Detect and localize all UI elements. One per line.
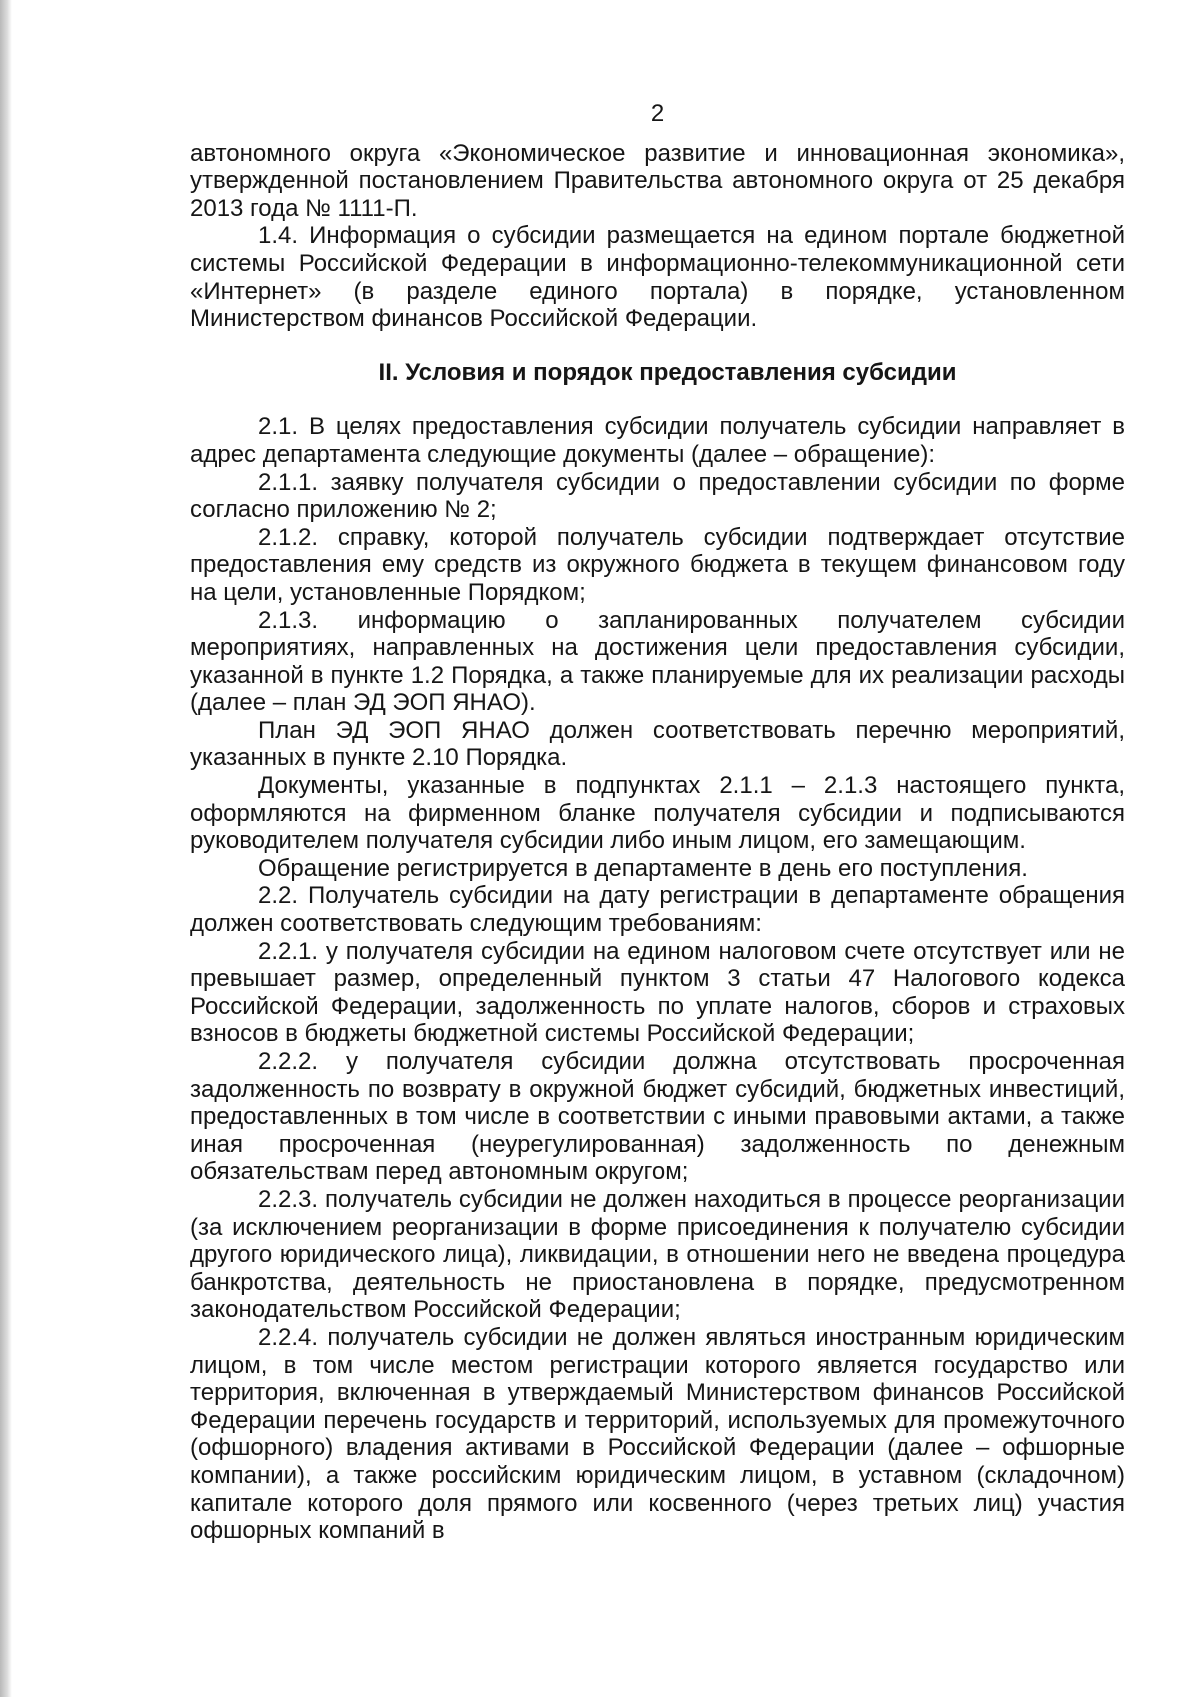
paragraph: 2.1.3. информацию о запланированных получателем субсидии мероприятиях, направленных на достижения цели предоставления субсидии, указанной в пункте 1.2 Порядка, а также планируемые для их реализации расходы (далее – план ЭД ЭОП ЯНАО). — [190, 606, 1125, 717]
paragraph: 2.2. Получатель субсидии на дату регистрации в департаменте обращения должен соответствовать следующим требованиям: — [190, 882, 1125, 938]
paragraph: 2.1.2. справку, которой получатель субсидии подтверждает отсутствие предоставления ему средств из окружного бюджета в текущем финансовом году на цели, установленные Порядком; — [190, 523, 1125, 606]
page-number: 2 — [650, 100, 665, 127]
paragraph: 2.1.1. заявку получателя субсидии о предоставлении субсидии по форме согласно приложению № 2; — [190, 468, 1125, 524]
paragraph: 1.4. Информация о субсидии размещается на едином портале бюджетной системы Российской Федерации в информационно-телекоммуникационной сети «Интернет» (в разделе единого портала) в порядке, установленном Министерством финансов Российской Федерации. — [190, 222, 1125, 333]
section-heading: II. Условия и порядок предоставления субсидии — [378, 358, 957, 386]
paragraph: автономного округа «Экономическое развитие и инновационная экономика», утвержденной постановлением Правительства автономного округа от 25 декабря 2013 года № 1111-П. — [190, 139, 1125, 222]
paragraph: План ЭД ЭОП ЯНАО должен соответствовать перечню мероприятий, указанных в пункте 2.10 Порядка. — [190, 716, 1125, 772]
paragraph: 2.2.4. получатель субсидии не должен являться иностранным юридическим лицом, в том числе местом регистрации которого является государство или территория, включенная в утверждаемый Министерством финансов Российской Федерации перечень государств и территорий, используемых для промежуточного (офшорного) владения активами в Российской Федерации (далее – офшорные компании), а также российским юридическим лицом, в уставном (складочном) капитале которого доля прямого или косвенного (через третьих лиц) участия офшорных компаний в — [190, 1323, 1125, 1545]
section-body — [190, 413, 1125, 1544]
scan-edge-shadow — [0, 0, 12, 1697]
paragraph: 2.1. В целях предоставления субсидии получатель субсидии направляет в адрес департамента следующие документы (далее – обращение): — [190, 413, 1125, 468]
paragraph: Обращение регистрируется в департаменте в день его поступления. — [258, 854, 1028, 882]
document-page — [190, 100, 1125, 1545]
paragraph: 2.2.2. у получателя субсидии должна отсутствовать просроченная задолженность по возврату в окружной бюджет субсидий, бюджетных инвестиций, предоставленных в том числе в соответствии с иными правовыми актами, а также иная просроченная (неурегулированная) задолженность по денежным обязательствам перед автономным округом; — [190, 1048, 1125, 1186]
paragraph: Документы, указанные в подпунктах 2.1.1 – 2.1.3 настоящего пункта, оформляются на фирменном бланке получателя субсидии и подписываются руководителем получателя субсидии либо иным лицом, его замещающим. — [190, 772, 1125, 855]
section-continuation — [190, 140, 1125, 333]
paragraph: 2.2.1. у получателя субсидии на едином налоговом счете отсутствует или не превышает размер, определенный пунктом 3 статьи 47 Налогового кодекса Российской Федерации, задолженность по уплате налогов, сборов и страховых взносов в бюджеты бюджетной системы Российской Федерации; — [190, 937, 1125, 1048]
paragraph: 2.2.3. получатель субсидии не должен находиться в процессе реорганизации (за исключением реорганизации в форме присоединения к получателю субсидии другого юридического лица), ликвидации, в отношении него не введена процедура банкротства, деятельность не приостановлена в порядке, предусмотренном законодательством Российской Федерации; — [190, 1185, 1125, 1324]
